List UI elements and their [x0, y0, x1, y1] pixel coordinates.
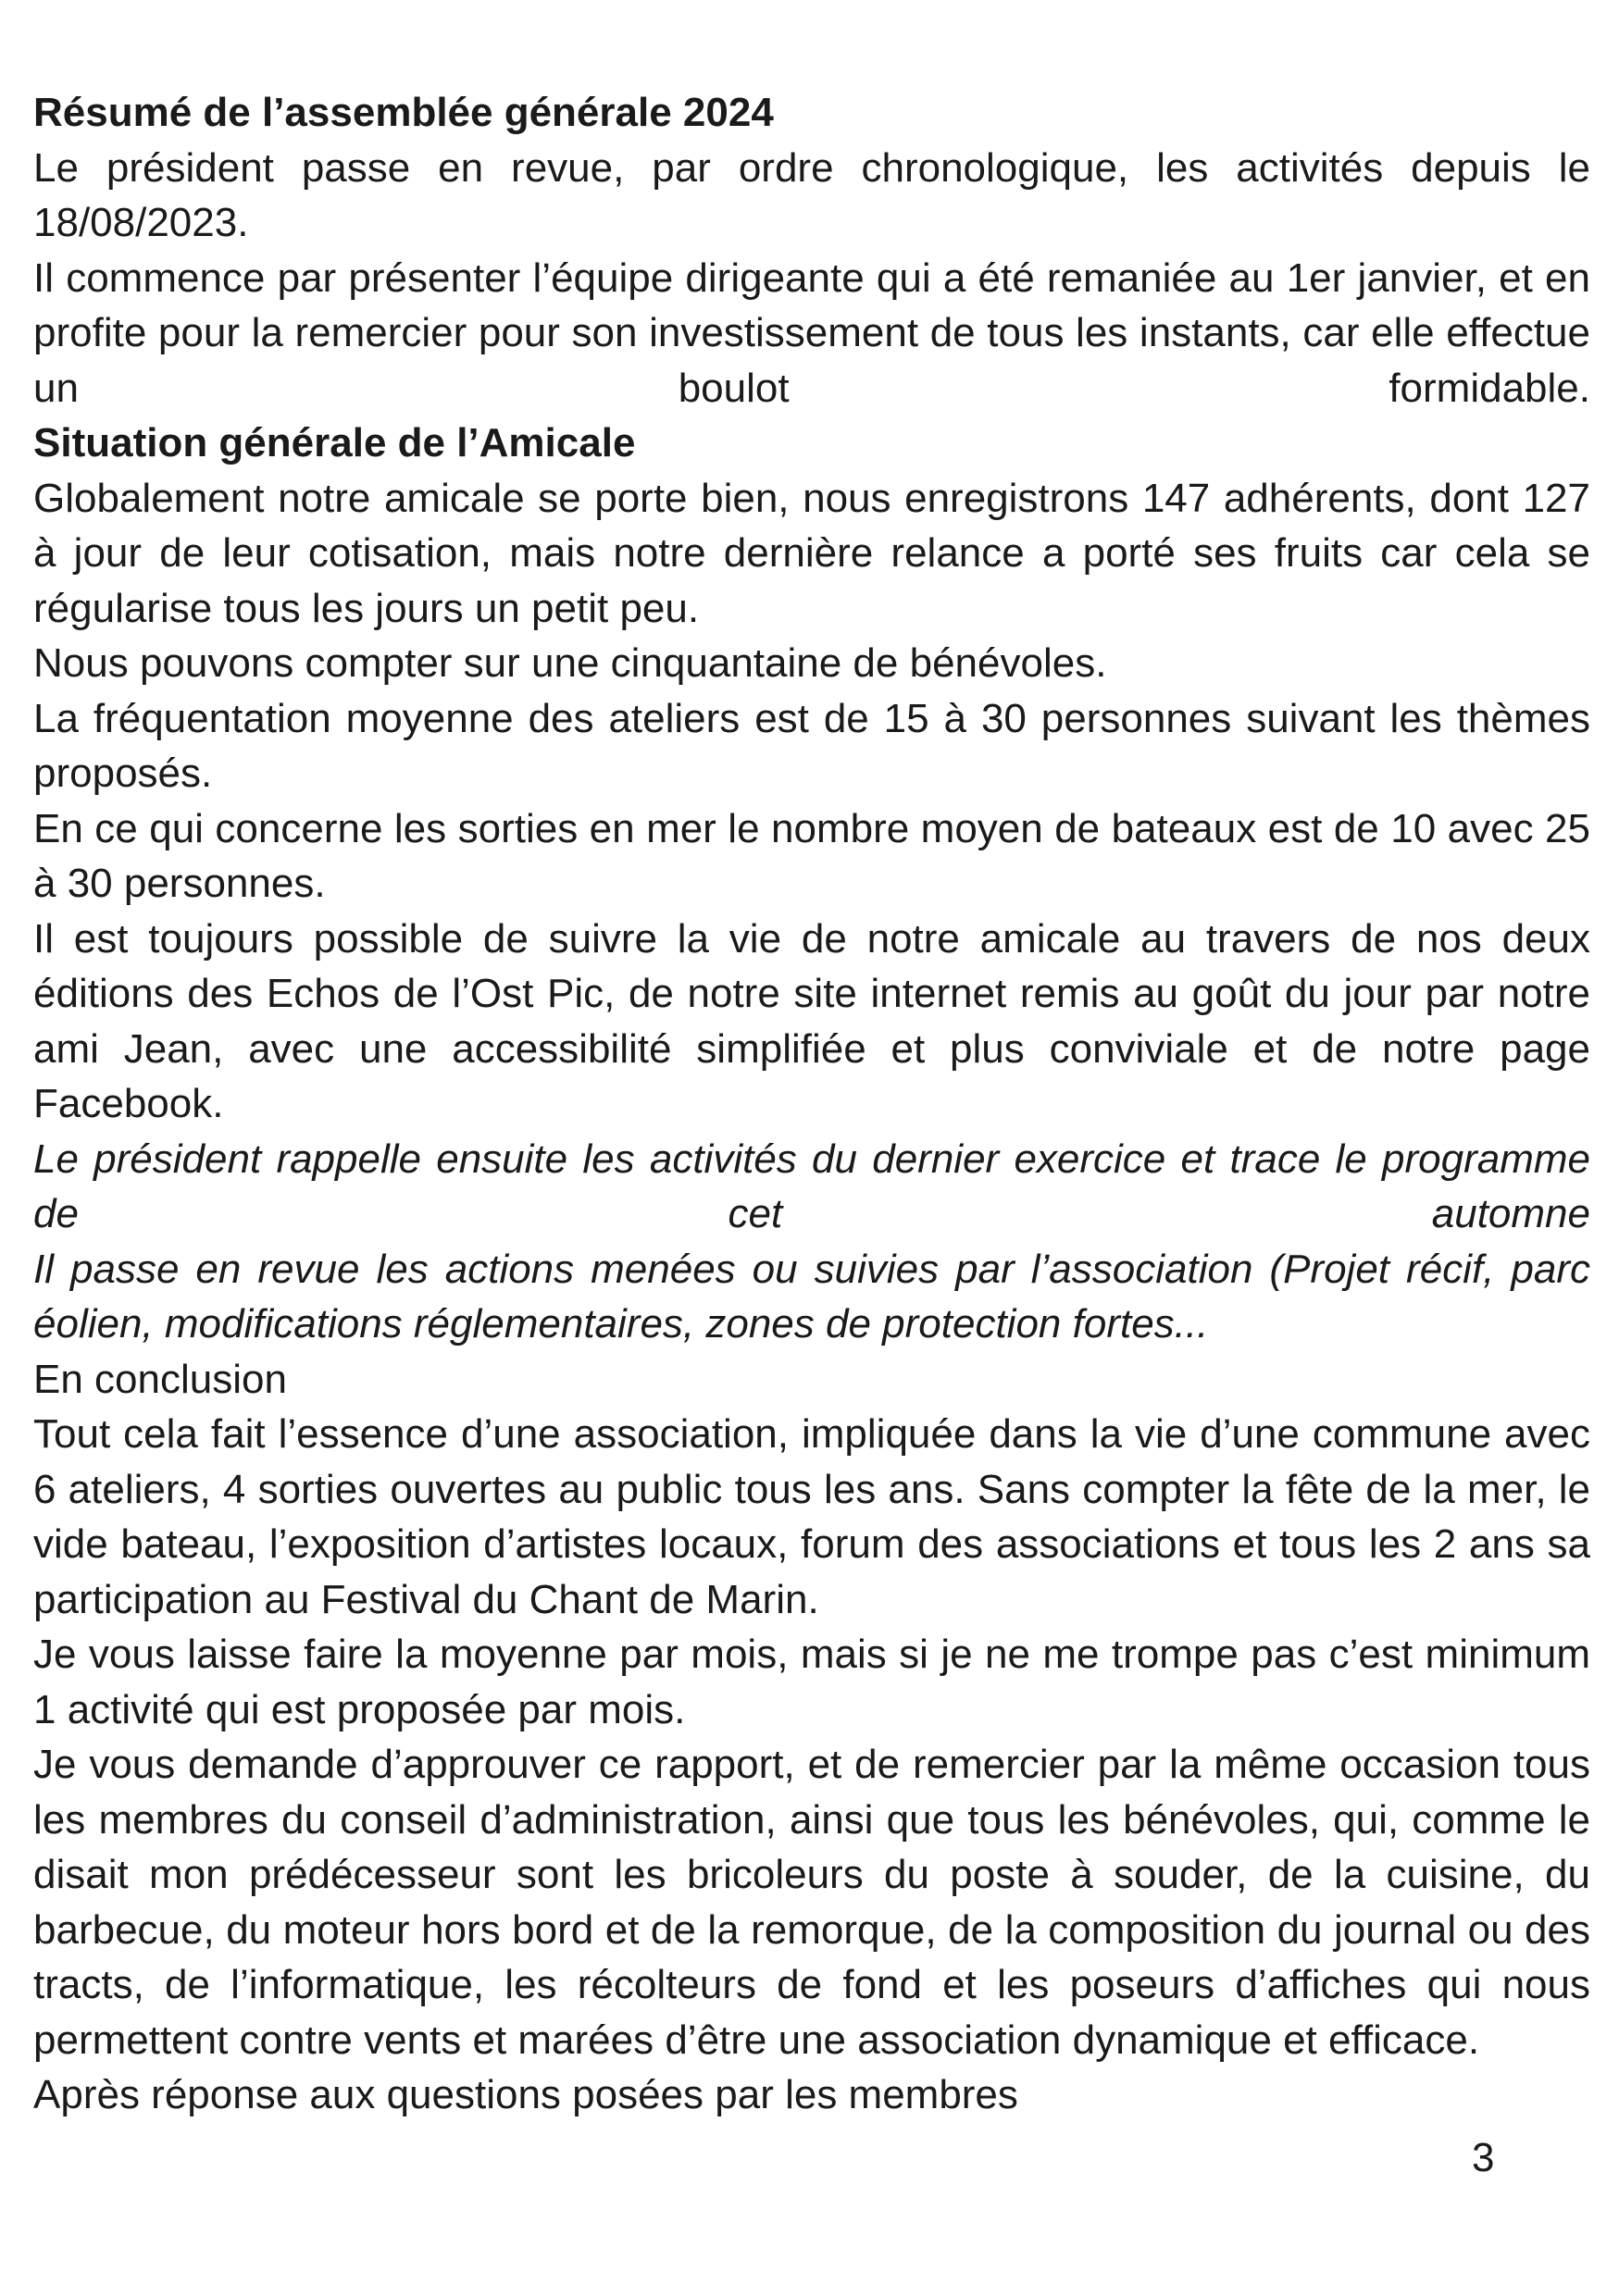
page-number: 3 [1472, 2135, 1495, 2180]
section-heading: Situation générale de l’Amicale [33, 420, 636, 465]
closing-line: Après réponse aux questions posées par les membres [33, 2072, 1018, 2117]
conclusion-paragraph-3: Je vous demande d’approuver ce rapport, et de remercier par la même occasion tous les membres du conseil d’administration, ainsi que tous les bénévoles, qui, comme le disait mon prédécesseur sont les bricoleurs du poste à souder, de la cuisine, du barbecue, du moteur hors bord et de la remorque, de la composition du journal ou des tracts, de l’informatique, les récolteurs de fond et les poseurs d’affiches qui nous permettent contre vents et marées d’être une association dynamique et efficace. [33, 1742, 1590, 2063]
italic-paragraph-actions: Il passe en revue les actions menées ou suivies par l’association (Projet récif, parc éolien, modifications réglementaires, zones de protection fortes... [33, 1246, 1590, 1347]
conclusion-label: En conclusion [33, 1356, 287, 1402]
conclusion-paragraph-1: Tout cela fait l’essence d’une association, impliquée dans la vie d’une commune avec 6 ateliers, 4 sorties ouvertes au public tous les ans. Sans compter la fête de la mer, le vide bateau, l’exposition d’artistes locaux, forum des associations et tous les 2 ans sa participation au Festival du Chant de Marin. [33, 1411, 1590, 1622]
document-title: Résumé de l’assemblée générale 2024 [33, 90, 774, 135]
document-body [33, 85, 1590, 2123]
intro-paragraph-1: Le président passe en revue, par ordre chronologique, les activités depuis le 18/08/2023. [33, 144, 1590, 245]
paragraph-communication: Il est toujours possible de suivre la vie de notre amicale au travers de nos deux éditions des Echos de l’Ost Pic, de notre site internet remis au goût du jour par notre ami Jean, avec une accessibilité simplifiée et plus conviviale et de notre page Facebook. [33, 915, 1590, 1126]
italic-paragraph-activities: Le président rappelle ensuite les activités du dernier exercice et trace le programme de cet automne [33, 1136, 1590, 1236]
conclusion-paragraph-2: Je vous laisse faire la moyenne par mois, mais si je ne me trompe pas c’est minimum 1 activité qui est proposée par mois. [33, 1632, 1590, 1732]
paragraph-workshops: La fréquentation moyenne des ateliers est de 15 à 30 personnes suivant les thèmes proposés. [33, 695, 1590, 796]
paragraph-volunteers: Nous pouvons compter sur une cinquantaine de bénévoles. [33, 640, 1107, 686]
intro-paragraph-2: Il commence par présenter l’équipe dirigeante qui a été remaniée au 1er janvier, et en profite pour la remercier pour son investissement de tous les instants, car elle effectue un boulot formidable. [33, 254, 1590, 411]
paragraph-sea-trips: En ce qui concerne les sorties en mer le nombre moyen de bateaux est de 10 avec 25 à 30 personnes. [33, 805, 1590, 906]
paragraph-members: Globalement notre amicale se porte bien, nous enregistrons 147 adhérents, dont 127 à jour de leur cotisation, mais notre dernière relance a porté ses fruits car cela se régularise tous les jours un petit peu. [33, 475, 1590, 631]
